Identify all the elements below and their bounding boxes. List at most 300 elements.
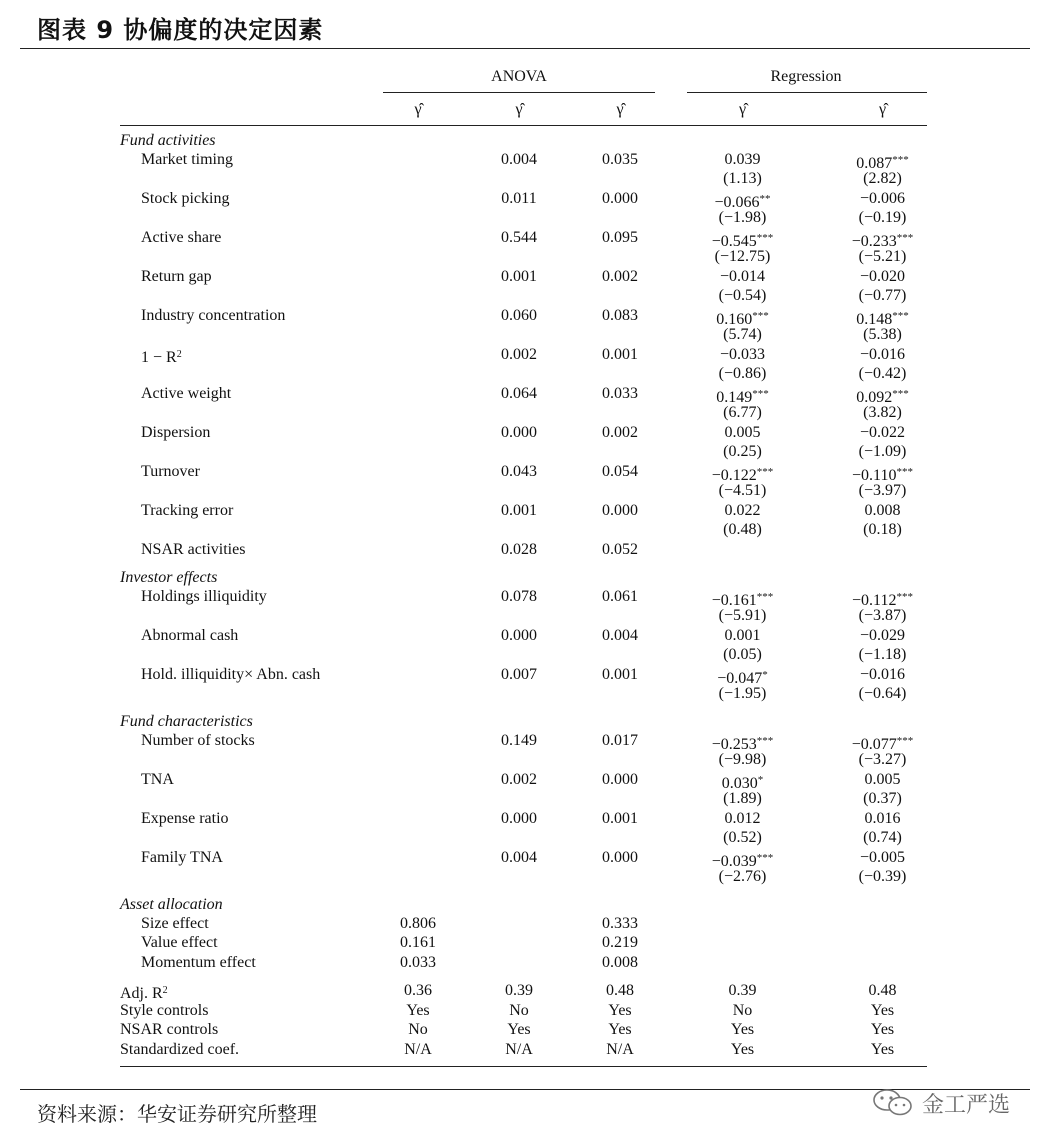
tstat-text: (0.05) (723, 646, 762, 663)
significance-stars: *** (752, 310, 769, 322)
tstat-text: (−0.64) (858, 685, 907, 702)
summary-value (665, 1001, 820, 1021)
row-label-text: Value effect (141, 934, 218, 951)
regression-c5-tstat (805, 403, 960, 423)
regression-c4-tstat (665, 208, 820, 228)
regression-c4-tstat (665, 828, 820, 848)
summary-value (665, 1040, 820, 1060)
value-text: 0.000 (501, 627, 537, 644)
row-label-text: Abnormal cash (141, 627, 239, 644)
value-text: 0.001 (602, 810, 638, 827)
value-text: 0.000 (602, 190, 638, 207)
value-text: 0.007 (501, 666, 537, 683)
anova-c3-value (570, 423, 670, 443)
coef-text: −0.029 (859, 627, 906, 644)
anova-c3-value (570, 384, 670, 404)
value-text: 0.002 (501, 771, 537, 788)
value-text: 0.000 (501, 810, 537, 827)
determinants-table (0, 50, 1060, 1090)
row-label-text: Market timing (141, 151, 233, 168)
coef-text: 0.160 (716, 311, 753, 328)
row-label-text: Size effect (141, 915, 209, 932)
row-label (141, 306, 285, 326)
regression-c5-coef (805, 809, 960, 829)
regression-c4-coef (665, 267, 820, 287)
tstat-text: (−3.97) (858, 482, 907, 499)
tstat-text: (0.74) (863, 829, 902, 846)
anova-c2-value (469, 462, 569, 482)
summary-value (368, 1020, 468, 1040)
significance-stars: *** (896, 466, 913, 478)
value-text: 0.043 (501, 463, 537, 480)
gamma-hat-col3: γ̂ (616, 101, 624, 118)
summary-value-text: No (509, 1002, 529, 1019)
tstat-text: (−1.09) (858, 443, 907, 460)
regression-c5-tstat (805, 481, 960, 501)
anova-c2-value (469, 189, 569, 209)
value-text: 0.000 (602, 502, 638, 519)
summary-value (570, 1040, 670, 1060)
tstat-text: (−0.42) (858, 365, 907, 382)
anova-c3-value (570, 462, 670, 482)
value-text: 0.052 (602, 541, 638, 558)
anova-c1-value (368, 953, 468, 973)
regression-c5-tstat (805, 828, 960, 848)
anova-c2-value (469, 267, 569, 287)
table-bottom-rule (120, 1066, 927, 1067)
value-text: 0.095 (602, 229, 638, 246)
significance-stars: *** (756, 852, 774, 864)
regression-c5-coef (805, 267, 960, 287)
summary-value-text: 0.48 (868, 982, 897, 999)
anova-c3-value (570, 540, 670, 560)
tstat-text: (1.13) (723, 170, 762, 187)
regression-c5-tstat (805, 442, 960, 462)
value-text: 0.017 (602, 732, 638, 749)
regression-c5-tstat (805, 286, 960, 306)
row-label-text: Tracking error (141, 502, 234, 519)
regression-c4-tstat (665, 481, 820, 501)
row-label-text: 1 − R (141, 349, 177, 366)
value-text: 0.008 (602, 954, 638, 971)
anova-c3-value (570, 731, 670, 751)
regression-c5-coef (805, 848, 960, 868)
value-text: 0.033 (602, 385, 638, 402)
tstat-text: (−1.95) (718, 685, 767, 702)
column-header-rule (120, 125, 927, 126)
value-text: 0.001 (602, 666, 638, 683)
row-label-superscript: 2 (176, 349, 182, 360)
row-label-text: Number of stocks (141, 732, 255, 749)
summary-value (469, 1040, 569, 1060)
value-text: 0.028 (501, 541, 537, 558)
tstat-text: (−1.98) (718, 209, 767, 226)
regression-c4-coef (665, 423, 820, 443)
summary-value-text: Yes (730, 1041, 755, 1058)
row-label-text: Active share (141, 229, 222, 246)
value-text: 0.035 (602, 151, 638, 168)
coef-text: −0.545 (711, 233, 757, 250)
summary-value (570, 1001, 670, 1021)
row-label (141, 731, 255, 751)
coef-text: 0.012 (724, 810, 761, 827)
coef-text: 0.005 (864, 771, 901, 788)
coef-text: −0.112 (852, 592, 897, 609)
row-label-text: Family TNA (141, 849, 223, 866)
coef-text: −0.110 (852, 467, 897, 484)
anova-c2-value (469, 626, 569, 646)
row-label (141, 267, 212, 287)
regression-c5-tstat (805, 867, 960, 887)
significance-stars: *** (892, 154, 909, 166)
summary-value-text: Yes (730, 1021, 755, 1038)
anova-c3-value (570, 626, 670, 646)
anova-c3-value (570, 267, 670, 287)
summary-label-text: Standardized coef. (120, 1041, 240, 1058)
value-text: 0.033 (400, 954, 436, 971)
summary-value-text: Yes (507, 1021, 531, 1038)
anova-c2-value (469, 345, 569, 365)
figure-title: 图表 9 协偏度的决定因素 (37, 16, 324, 44)
tstat-text: (−0.54) (718, 287, 767, 304)
anova-c2-value (469, 150, 569, 170)
summary-value-text: Yes (870, 1041, 895, 1058)
coef-text: 0.001 (724, 627, 761, 644)
gamma-hat-col4: γ̂ (738, 101, 747, 118)
summary-value (805, 1001, 960, 1021)
coef-text: −0.005 (859, 849, 906, 866)
gamma-hat-col2: γ̂ (515, 101, 523, 118)
regression-c5-tstat (805, 684, 960, 704)
regression-c4-tstat (665, 403, 820, 423)
regression-c5-tstat (805, 247, 960, 267)
row-label-text: NSAR activities (141, 541, 246, 558)
summary-value-text: Yes (406, 1002, 430, 1019)
regression-c5-tstat (805, 169, 960, 189)
value-text: 0.002 (602, 424, 638, 441)
anova-c2-value (469, 731, 569, 751)
regression-c5-tstat (805, 645, 960, 665)
coef-text: −0.047 (717, 670, 763, 687)
row-label (141, 345, 182, 368)
summary-label-text: Adj. R (120, 985, 163, 1002)
summary-value (368, 1001, 468, 1021)
regression-c5-tstat (805, 325, 960, 345)
summary-value-text: Yes (608, 1021, 632, 1038)
regression-rule (687, 92, 927, 93)
value-text: 0.004 (501, 151, 537, 168)
tstat-text: (−0.86) (718, 365, 767, 382)
coef-text: 0.148 (856, 311, 893, 328)
regression-c5-tstat (805, 606, 960, 626)
row-label (141, 540, 245, 560)
tstat-text: (5.38) (863, 326, 902, 343)
regression-c5-coef (805, 770, 960, 790)
value-text: 0.333 (602, 915, 638, 932)
regression-c4-coef (665, 150, 820, 170)
brand-name: 金工严选 (922, 1093, 1011, 1118)
regression-c5-coef (805, 665, 960, 685)
value-text: 0.011 (501, 190, 537, 207)
value-text: 0.054 (602, 463, 638, 480)
row-label-text: Momentum effect (141, 954, 256, 971)
regression-c5-coef (805, 501, 960, 521)
gamma-hat-col5: γ̂ (878, 101, 887, 118)
summary-value (665, 1020, 820, 1040)
regression-c5-tstat (805, 364, 960, 384)
row-label (141, 953, 256, 973)
regression-c5-coef (805, 189, 960, 209)
coef-text: 0.039 (724, 151, 761, 168)
regression-c4-tstat (665, 247, 820, 267)
regression-c4-tstat (665, 169, 820, 189)
value-text: 0.149 (501, 732, 537, 749)
anova-c3-value (570, 809, 670, 829)
row-label-text: Active weight (141, 385, 232, 402)
regression-c4-coef (665, 809, 820, 829)
summary-value (469, 981, 569, 1001)
coef-text: −0.020 (859, 268, 906, 285)
row-label (141, 809, 229, 829)
row-label (141, 189, 229, 209)
value-text: 0.002 (501, 346, 537, 363)
summary-value (805, 981, 960, 1001)
section-title: Investor effects (120, 569, 218, 586)
row-label-text: Expense ratio (141, 810, 229, 827)
coef-text: −0.066 (714, 194, 760, 211)
anova-c3-value (570, 953, 670, 973)
row-label-text: Hold. illiquidity× Abn. cash (141, 666, 321, 683)
anova-c3-value (570, 228, 670, 248)
coef-text: −0.233 (851, 233, 897, 250)
value-text: 0.083 (602, 307, 638, 324)
tstat-text: (2.82) (863, 170, 902, 187)
coef-text: −0.022 (859, 424, 906, 441)
coef-text: −0.077 (851, 736, 897, 753)
regression-c5-tstat (805, 750, 960, 770)
summary-value-text: 0.48 (606, 982, 634, 999)
row-label-text: Stock picking (141, 190, 230, 207)
value-text: 0.000 (602, 849, 638, 866)
tstat-text: (−3.27) (858, 751, 907, 768)
row-label (141, 384, 231, 404)
row-label (141, 423, 210, 443)
anova-header: ANOVA (491, 68, 547, 85)
summary-value (805, 1020, 960, 1040)
value-text: 0.004 (501, 849, 537, 866)
anova-c2-value (469, 423, 569, 443)
tstat-text: (0.18) (863, 521, 902, 538)
row-label (141, 665, 320, 685)
row-label (141, 501, 233, 521)
regression-c4-tstat (665, 684, 820, 704)
summary-value-text: N/A (505, 1041, 533, 1058)
anova-c3-value (570, 189, 670, 209)
summary-value (665, 981, 820, 1001)
tstat-text: (−0.39) (858, 868, 907, 885)
coef-text: −0.253 (711, 736, 757, 753)
coef-text: 0.092 (856, 389, 893, 406)
value-text: 0.000 (501, 424, 537, 441)
significance-stars: *** (756, 232, 774, 244)
coef-text: 0.008 (864, 502, 901, 519)
value-text: 0.002 (602, 268, 638, 285)
regression-c4-tstat (665, 325, 820, 345)
anova-c3-value (570, 933, 670, 953)
summary-value (469, 1001, 569, 1021)
summary-value (570, 1020, 670, 1040)
row-label (141, 462, 200, 482)
coef-text: −0.016 (859, 666, 906, 683)
coef-text: 0.005 (724, 424, 761, 441)
anova-c3-value (570, 848, 670, 868)
anova-c3-value (570, 587, 670, 607)
row-label-text: TNA (141, 771, 174, 788)
anova-c3-value (570, 306, 670, 326)
source-note: 资料来源：华安证券研究所整理 (37, 1102, 317, 1126)
tstat-text: (−9.98) (718, 751, 767, 768)
anova-c2-value (469, 228, 569, 248)
coef-text: 0.030 (721, 775, 758, 792)
anova-c2-value (469, 770, 569, 790)
significance-stars: *** (896, 591, 913, 603)
value-text: 0.001 (501, 268, 537, 285)
anova-c3-value (570, 914, 670, 934)
anova-c3-value (570, 665, 670, 685)
value-text: 0.000 (602, 771, 638, 788)
significance-stars: *** (892, 388, 909, 400)
coef-text: −0.033 (719, 346, 766, 363)
summary-value-text: Yes (608, 1002, 632, 1019)
row-label-text: Industry concentration (141, 307, 286, 324)
summary-value-text: 0.39 (728, 982, 757, 999)
significance-stars: *** (892, 310, 909, 322)
regression-c4-coef (665, 345, 820, 365)
summary-value (368, 1040, 468, 1060)
regression-c4-tstat (665, 286, 820, 306)
summary-value (469, 1020, 569, 1040)
value-text: 0.061 (602, 588, 638, 605)
anova-c2-value (469, 306, 569, 326)
tstat-text: (−1.18) (858, 646, 907, 663)
summary-value-text: N/A (606, 1041, 634, 1058)
value-text: 0.001 (602, 346, 638, 363)
coef-text: −0.122 (711, 467, 757, 484)
regression-c4-tstat (665, 520, 820, 540)
value-text: 0.001 (501, 502, 537, 519)
significance-stars: *** (756, 735, 774, 747)
anova-c2-value (469, 501, 569, 521)
anova-c3-value (570, 770, 670, 790)
regression-c4-coef (665, 501, 820, 521)
anova-c2-value (469, 540, 569, 560)
tstat-text: (−0.77) (858, 287, 907, 304)
significance-stars: *** (752, 388, 769, 400)
row-label (141, 626, 238, 646)
significance-stars: *** (756, 591, 774, 603)
report-header (0, 0, 1060, 50)
tstat-text: (1.89) (723, 790, 762, 807)
tstat-text: (0.25) (723, 443, 762, 460)
row-label (141, 848, 223, 868)
coef-text: −0.161 (711, 592, 757, 609)
summary-label-superscript: 2 (162, 985, 168, 996)
regression-c5-tstat (805, 789, 960, 809)
row-label (141, 914, 209, 934)
value-text: 0.078 (501, 588, 537, 605)
anova-c2-value (469, 848, 569, 868)
tstat-text: (0.48) (723, 521, 762, 538)
coef-text: −0.039 (711, 853, 757, 870)
summary-label (120, 1001, 208, 1021)
summary-value (570, 981, 670, 1001)
regression-c4-tstat (665, 645, 820, 665)
tstat-text: (6.77) (723, 404, 762, 421)
tstat-text: (−5.91) (718, 607, 767, 624)
tstat-text: (−2.76) (718, 868, 767, 885)
coef-text: 0.016 (864, 810, 901, 827)
significance-stars: * (762, 669, 768, 681)
regression-c5-coef (805, 345, 960, 365)
summary-label-text: Style controls (120, 1002, 209, 1019)
row-label-text: Holdings illiquidity (141, 588, 267, 605)
row-label (141, 150, 233, 170)
tstat-text: (5.74) (723, 326, 762, 343)
gamma-hat-col1: γ̂ (414, 101, 422, 118)
row-label (141, 587, 267, 607)
regression-c4-tstat (665, 789, 820, 809)
tstat-text: (−12.75) (714, 248, 771, 265)
summary-value-text: 0.36 (404, 982, 432, 999)
anova-c1-value (368, 933, 468, 953)
significance-stars: *** (896, 735, 914, 747)
value-text: 0.219 (602, 934, 638, 951)
regression-c4-tstat (665, 606, 820, 626)
row-label (141, 770, 174, 790)
section-title: Fund characteristics (120, 713, 253, 730)
section-title: Asset allocation (120, 896, 223, 913)
significance-stars: ** (759, 193, 771, 205)
value-text: 0.161 (400, 934, 436, 951)
value-text: 0.064 (501, 385, 537, 402)
coef-text: −0.006 (859, 190, 906, 207)
summary-value-text: 0.39 (505, 982, 533, 999)
summary-value-text: No (408, 1021, 428, 1038)
row-label-text: Return gap (141, 268, 212, 285)
coef-text: 0.022 (724, 502, 761, 519)
anova-c2-value (469, 665, 569, 685)
regression-c5-coef (805, 423, 960, 443)
anova-c2-value (469, 384, 569, 404)
row-label-text: Dispersion (141, 424, 211, 441)
tstat-text: (−4.51) (718, 482, 767, 499)
summary-value (368, 981, 468, 1001)
anova-c2-value (469, 587, 569, 607)
coef-text: 0.149 (716, 389, 753, 406)
value-text: 0.806 (400, 915, 436, 932)
significance-stars: *** (756, 466, 774, 478)
value-text: 0.544 (501, 229, 537, 246)
summary-value-text: N/A (404, 1041, 432, 1058)
regression-c5-tstat (805, 520, 960, 540)
regression-c5-tstat (805, 208, 960, 228)
summary-value-text: Yes (870, 1021, 895, 1038)
summary-label (120, 1020, 218, 1040)
anova-c1-value (368, 914, 468, 934)
significance-stars: *** (896, 232, 914, 244)
anova-rule (383, 92, 655, 93)
regression-header: Regression (770, 68, 842, 85)
